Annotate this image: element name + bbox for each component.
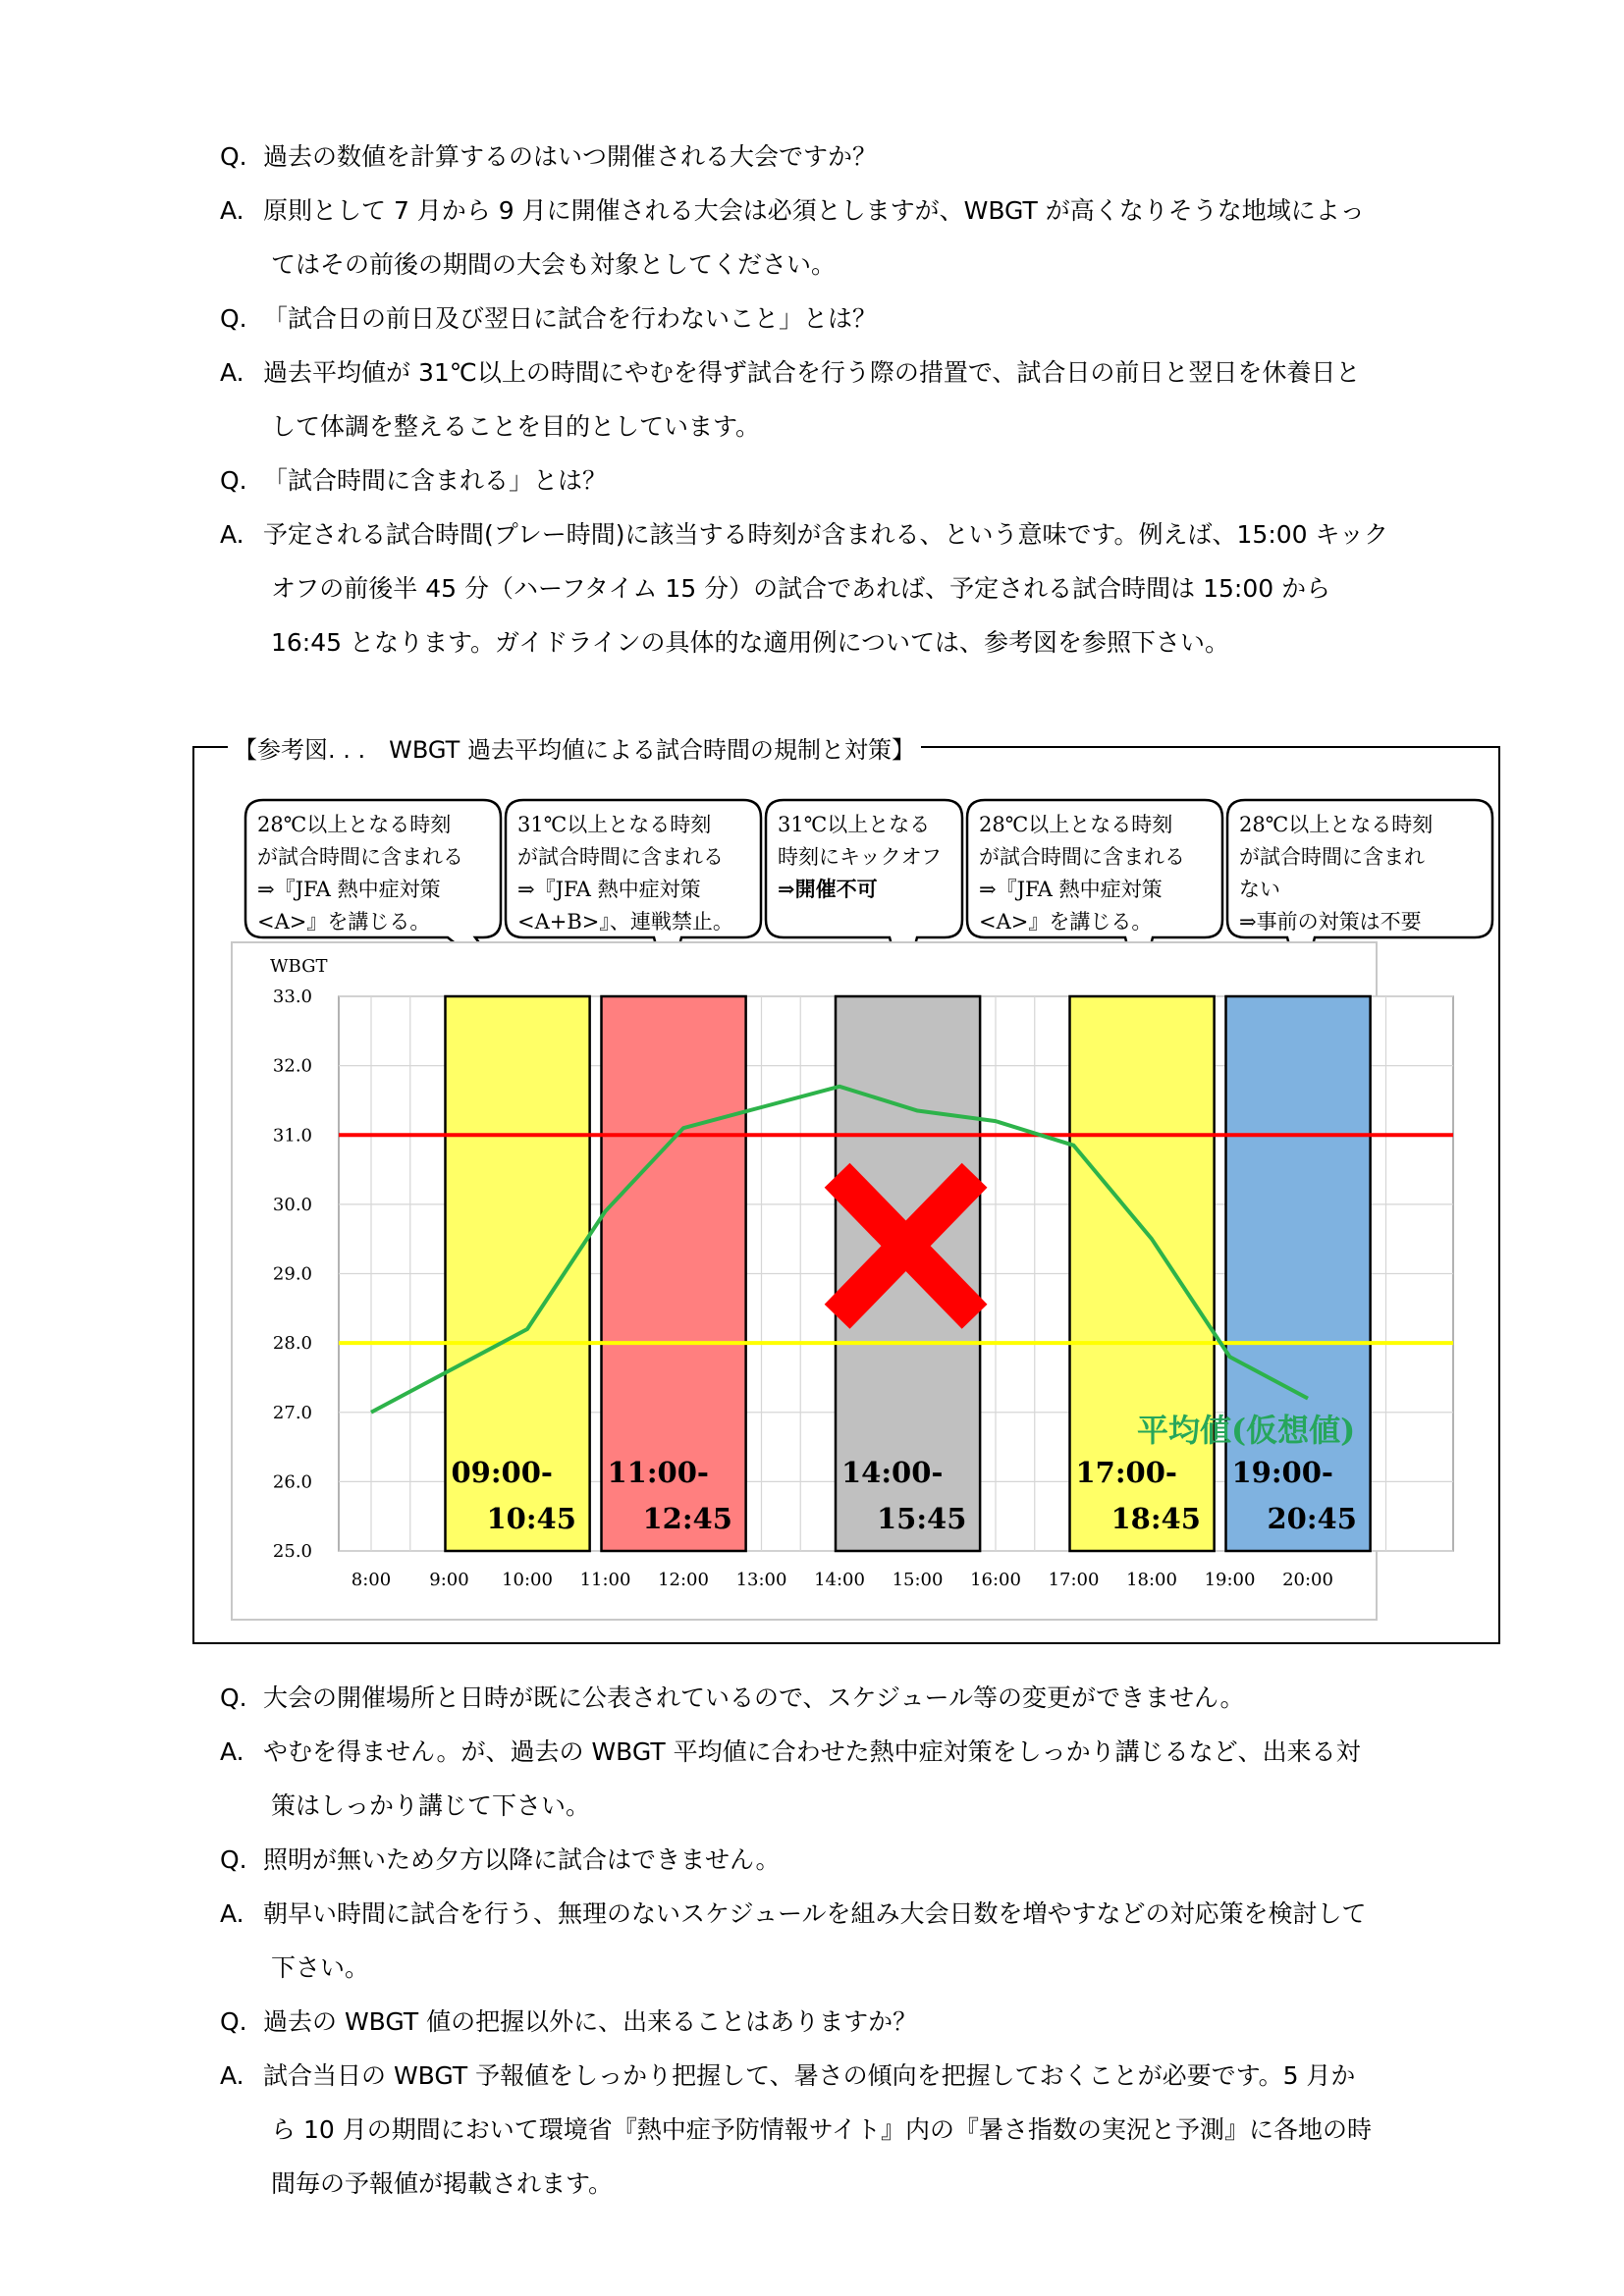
qa-text: 間毎の予報値が掲載されます。 <box>271 2169 614 2198</box>
qa-text: 「試合日の前日及び翌日に試合を行わないこと」とは？ <box>263 304 878 333</box>
x-tick-label: 20:00 <box>1282 1570 1333 1590</box>
wbgt-chart <box>232 942 1453 1620</box>
qa-tag: A. 過去平均値が 31℃以上の時間にやむを得ず試合を行う際の措置で、試合日の前日と翌日を休養日と <box>220 358 1361 387</box>
x-tick-label: 18:00 <box>1126 1570 1177 1590</box>
window-label-end: 15:45 <box>877 1502 967 1535</box>
qa-text: 16:45 となります。ガイドラインの具体的な適用例については、参考図を参照下さい。 <box>271 628 1229 657</box>
y-tick-label: 29.0 <box>272 1263 312 1285</box>
window-label-start: 17:00- <box>1075 1456 1177 1489</box>
bubble-text: ⇒『JFA 熱中症対策 <box>979 878 1163 901</box>
qa-text: して体調を整えることを目的としています。 <box>271 412 761 441</box>
bubble-text: ⇒開催不可 <box>778 877 878 901</box>
bubble-text: 28℃以上となる時刻 <box>257 813 452 836</box>
qa-text: 策はしっかり講じて下さい。 <box>271 1791 591 1820</box>
x-tick-label: 11:00 <box>579 1570 631 1590</box>
y-tick-label: 27.0 <box>272 1402 312 1423</box>
qa-tag: Q. 「試合日の前日及び翌日に試合を行わないこと」とは？ <box>220 304 878 333</box>
x-tick-label: 13:00 <box>735 1570 787 1590</box>
y-axis-label: WBGT <box>270 956 328 977</box>
window-label-start: 14:00- <box>841 1456 944 1489</box>
bubble-text: 31℃以上となる <box>778 813 931 836</box>
qa-text: 下さい。 <box>271 1953 370 1982</box>
window-label-end: 20:45 <box>1267 1502 1357 1535</box>
window-label-end: 18:45 <box>1110 1502 1201 1535</box>
x-tick-label: 9:00 <box>429 1570 469 1590</box>
bubble-text: 時刻にキックオフ <box>778 845 942 869</box>
qa-tag: Q. 照明が無いため夕方以降に試合はできません。 <box>220 1845 781 1874</box>
qa-text: 過去の数値を計算するのはいつ開催される大会ですか？ <box>263 142 878 171</box>
window-label-end: 12:45 <box>642 1502 732 1535</box>
qa-tag: A. 予定される試合時間(プレー時間)に該当する時刻が含まれる、という意味です。例えば、15:00 キック <box>220 520 1389 549</box>
qa-text: ら 10 月の期間において環境省『熱中症予防情報サイト』内の『暑さ指数の実況と予測』に各地の時 <box>271 2115 1372 2144</box>
bubble-text: ⇒『JFA 熱中症対策 <box>257 878 441 901</box>
qa-tag: A. 試合当日の WBGT 予報値をしっかり把握して、暑さの傾向を把握しておくことが必要です。5 月か <box>220 2061 1356 2090</box>
bubble-text: <A+B>』、連戦禁止。 <box>517 910 733 934</box>
series-label: 平均値(仮想値) <box>1137 1412 1356 1449</box>
bubble-text: 31℃以上となる時刻 <box>517 813 712 836</box>
qa-tag: A. 朝早い時間に試合を行う、無理のないスケジュールを組み大会日数を増やすなどの対応策を検討して <box>220 1899 1367 1928</box>
x-tick-label: 14:00 <box>814 1570 865 1590</box>
y-tick-label: 33.0 <box>272 987 312 1007</box>
qa-tag: A. やむを得ません。が、過去の WBGT 平均値に合わせた熱中症対策をしっかり講じるなど、出来る対 <box>220 1737 1361 1766</box>
qa-text: 照明が無いため夕方以降に試合はできません。 <box>263 1845 781 1874</box>
bubble-text: が試合時間に含まれる <box>979 845 1185 869</box>
bubble-text: <A>』を講じる。 <box>257 910 431 934</box>
window-label-start: 11:00- <box>607 1456 709 1489</box>
bubble-text: <A>』を講じる。 <box>979 910 1153 934</box>
y-tick-label: 26.0 <box>272 1471 312 1493</box>
qa-text: 予定される試合時間(プレー時間)に該当する時刻が含まれる、という意味です。例えば、15:00 キック <box>263 520 1389 549</box>
qa-text: 過去の WBGT 値の把握以外に、出来ることはありますか？ <box>263 2007 918 2036</box>
x-tick-label: 19:00 <box>1204 1570 1256 1590</box>
bubble-text: 28℃以上となる時刻 <box>1239 813 1434 836</box>
qa-text: 試合当日の WBGT 予報値をしっかり把握して、暑さの傾向を把握しておくことが必要です。5 月か <box>263 2061 1356 2090</box>
qa-text: てはその前後の期間の大会も対象としてください。 <box>271 250 837 279</box>
window-label-start: 19:00- <box>1231 1456 1333 1489</box>
figure-title: 【参考図. . . WBGT 過去平均値による試合時間の規制と対策】 <box>228 730 921 765</box>
bubble-text: が試合時間に含まれ <box>1239 845 1425 869</box>
x-tick-label: 10:00 <box>502 1570 553 1590</box>
qa-text: 原則として 7 月から 9 月に開催される大会は必須としますが、WBGT が高くなりそうな地域によっ <box>263 196 1365 225</box>
x-tick-label: 15:00 <box>892 1570 944 1590</box>
y-tick-label: 32.0 <box>272 1055 312 1077</box>
window-label-start: 09:00- <box>451 1456 553 1489</box>
bubble-text: が試合時間に含まれる <box>517 845 724 869</box>
qa-tag: A. 原則として 7 月から 9 月に開催される大会は必須としますが、WBGT が高くなりそうな地域によっ <box>220 196 1365 225</box>
qa-text: 朝早い時間に試合を行う、無理のないスケジュールを組み大会日数を増やすなどの対応策を検討して <box>263 1899 1367 1928</box>
x-tick-label: 16:00 <box>970 1570 1021 1590</box>
qa-tag: Q. 過去の数値を計算するのはいつ開催される大会ですか？ <box>220 142 878 171</box>
y-tick-label: 25.0 <box>272 1541 312 1562</box>
window-label-end: 10:45 <box>486 1502 576 1535</box>
qa-tag: Q. 大会の開催場所と日時が既に公表されているので、スケジュール等の変更ができません。 <box>220 1683 1245 1712</box>
bubble-text: が試合時間に含まれる <box>257 845 463 869</box>
x-tick-label: 12:00 <box>658 1570 709 1590</box>
bubble-text: ⇒『JFA 熱中症対策 <box>517 878 701 901</box>
x-tick-label: 17:00 <box>1048 1570 1100 1590</box>
qa-text: 「試合時間に含まれる」とは？ <box>263 466 608 495</box>
y-tick-label: 28.0 <box>272 1333 312 1355</box>
y-tick-label: 30.0 <box>272 1194 312 1215</box>
qa-text: オフの前後半 45 分（ハーフタイム 15 分）の試合であれば、予定される試合時間は 15:00 から <box>271 574 1331 603</box>
y-tick-label: 31.0 <box>272 1125 312 1147</box>
bubble-text: ⇒事前の対策は不要 <box>1239 910 1422 934</box>
qa-tag: Q. 過去の WBGT 値の把握以外に、出来ることはありますか？ <box>220 2007 918 2036</box>
bubble-text: ない <box>1239 878 1280 901</box>
qa-text: 過去平均値が 31℃以上の時間にやむを得ず試合を行う際の措置で、試合日の前日と翌日を休養日と <box>263 358 1361 387</box>
qa-tag: Q. 「試合時間に含まれる」とは？ <box>220 466 608 495</box>
qa-text: やむを得ません。が、過去の WBGT 平均値に合わせた熱中症対策をしっかり講じるなど、出来る対 <box>263 1737 1361 1766</box>
bubble-text: 28℃以上となる時刻 <box>979 813 1173 836</box>
x-tick-label: 8:00 <box>351 1570 392 1590</box>
qa-text: 大会の開催場所と日時が既に公表されているので、スケジュール等の変更ができません。 <box>263 1683 1245 1712</box>
